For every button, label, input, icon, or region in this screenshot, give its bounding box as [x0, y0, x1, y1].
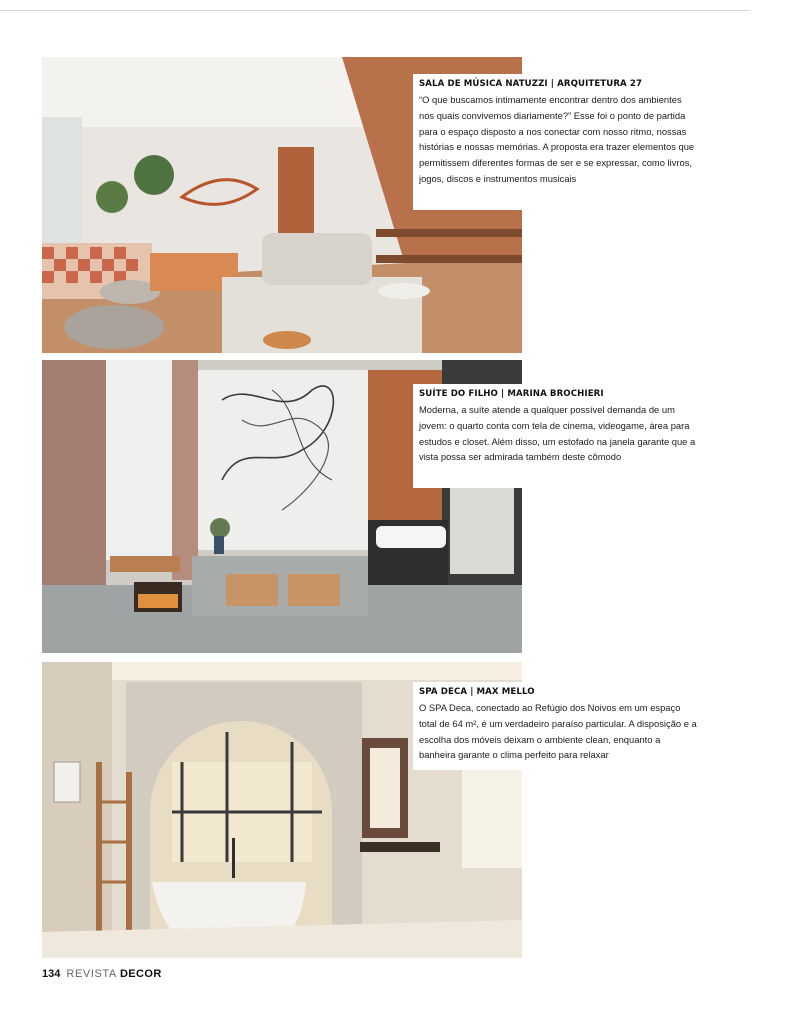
caption-bedroom — [413, 384, 703, 488]
magazine-label: REVISTA — [66, 968, 117, 980]
top-rule — [0, 10, 750, 11]
caption-title: SUÍTE DO FILHO | MARINA BROCHIERI — [419, 389, 604, 399]
caption-title: SPA DECA | MAX MELLO — [419, 687, 535, 697]
caption-body: “O que buscamos intimamente encontrar dentro dos ambientes nos quais convivemos diariamente?” Esse foi o ponto de partida para o espaço disposto a nos conectar com nosso ritmo, nossas histórias e nossas memórias. A proposta era trazer elementos que permitissem diferentes formas de ser e se expressar, como livros, jogos, discos e instrumentos musicais — [419, 94, 695, 184]
caption-body: Moderna, a suíte atende a qualquer possível demanda de um jovem: o quarto conta com tela de cinema, videogame, área para estudos e closet. Além disso, um estofado na janela garante que a vista possa ser admirada também deste cômodo — [419, 404, 696, 463]
magazine-brand: DECOR — [119, 968, 162, 980]
caption-body: O SPA Deca, conectado ao Refúgio dos Noivos em um espaço total de 64 m², é um verdadeiro paraíso particular. A disposição e a escolha dos móveis deixam o ambiente clean, enquanto a banheira garante o clima perfeito para relaxar — [419, 702, 697, 761]
caption-title: SALA DE MÚSICA NATUZZI | ARQUITETURA 27 — [419, 79, 643, 89]
caption-music-room — [413, 74, 703, 210]
page-number: 134 — [42, 968, 61, 980]
page-folio — [42, 968, 162, 980]
caption-spa — [413, 682, 703, 770]
